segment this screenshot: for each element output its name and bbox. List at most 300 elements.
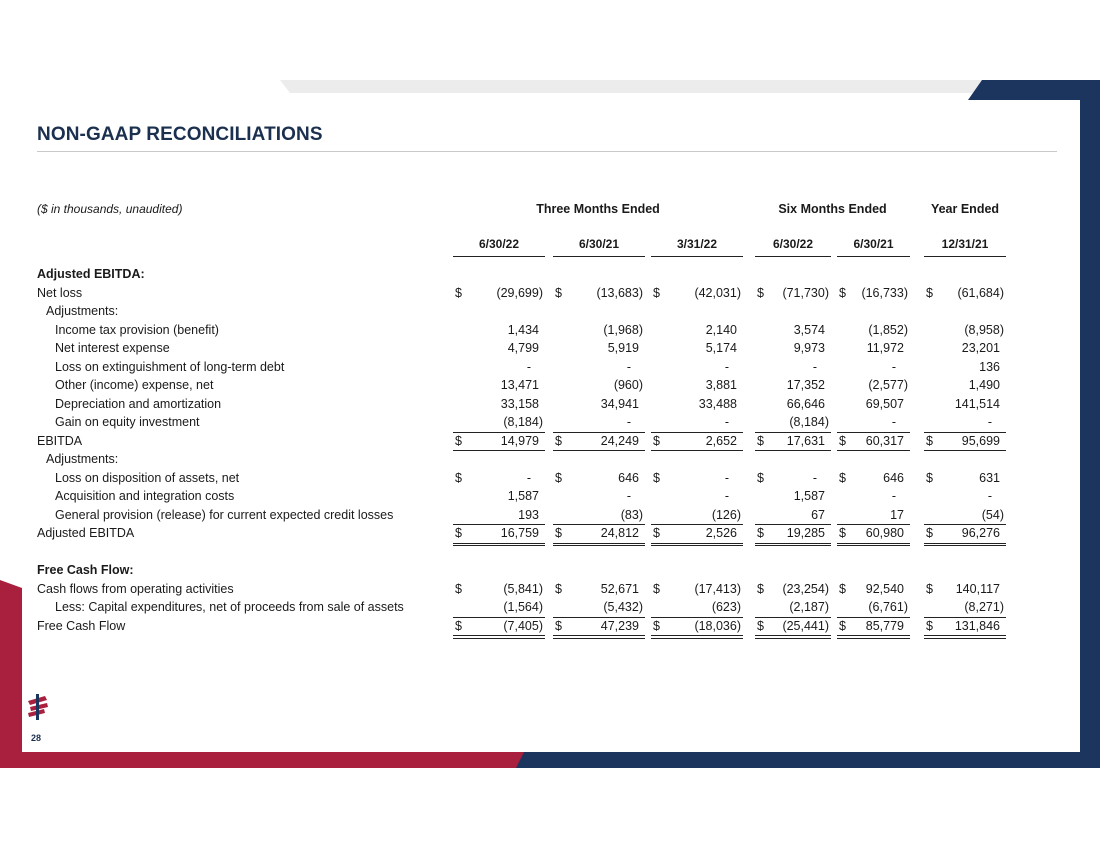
column-header: 6/30/21	[853, 237, 894, 251]
cell-value: (17,413)	[694, 581, 741, 596]
value-cell	[553, 508, 645, 526]
currency-symbol: $	[555, 526, 562, 540]
total-rule	[924, 545, 1006, 546]
value-cell	[651, 341, 743, 359]
group-header-three-months: Three Months Ended	[536, 202, 660, 216]
currency-symbol: $	[653, 581, 660, 596]
cell-value: 19,285	[786, 526, 825, 540]
total-rule	[755, 545, 831, 546]
currency-symbol: $	[653, 526, 660, 540]
total-rule	[453, 432, 545, 433]
value-cell	[651, 286, 743, 304]
total-rule	[924, 524, 1006, 525]
value-cell	[553, 489, 645, 507]
currency-symbol: $	[839, 433, 846, 448]
value-cell	[453, 360, 545, 378]
currency-symbol: $	[555, 433, 562, 448]
total-rule	[651, 450, 743, 451]
column-header: 12/31/21	[941, 237, 989, 251]
value-cell	[837, 397, 910, 415]
currency-symbol: $	[455, 618, 462, 633]
currency-symbol: $	[455, 470, 462, 485]
header-band	[280, 80, 990, 93]
cell-value: 24,249	[600, 433, 639, 448]
cell-value: (18,036)	[694, 618, 741, 633]
value-cell	[924, 434, 1006, 452]
column-header-underline	[924, 256, 1006, 257]
cell-value: -	[724, 359, 729, 374]
total-rule	[924, 432, 1006, 433]
cell-value: (23,254)	[782, 581, 829, 596]
cell-value: (1,968)	[603, 322, 643, 337]
crimson-bottom-bar	[0, 752, 524, 768]
currency-symbol: $	[455, 285, 462, 300]
value-cell	[837, 323, 910, 341]
table-row	[0, 600, 1100, 618]
cell-value: (960)	[613, 378, 643, 392]
total-rule	[755, 635, 831, 636]
value-cell	[755, 378, 831, 396]
row-label: Loss on disposition of assets, net	[55, 470, 240, 485]
cell-value: 1,587	[507, 489, 539, 503]
value-cell	[553, 619, 645, 637]
cell-value: 95,699	[961, 433, 1000, 448]
value-cell	[453, 489, 545, 507]
currency-symbol: $	[926, 285, 933, 300]
total-rule	[553, 450, 645, 451]
value-cell	[651, 360, 743, 378]
cell-value: 1,587	[793, 489, 825, 503]
row-label: EBITDA	[37, 433, 83, 448]
currency-symbol: $	[839, 285, 846, 300]
cell-value: 17,352	[786, 378, 825, 392]
currency-symbol: $	[555, 618, 562, 633]
table-row	[0, 286, 1100, 304]
cell-value: -	[626, 415, 631, 429]
currency-symbol: $	[839, 581, 846, 596]
cell-value: (42,031)	[694, 285, 741, 300]
value-cell	[837, 415, 910, 433]
value-cell	[453, 600, 545, 618]
cell-value: (2,187)	[789, 600, 829, 614]
total-rule	[755, 524, 831, 525]
cell-value: 11,972	[866, 341, 904, 355]
currency-symbol: $	[757, 526, 764, 540]
total-rule	[924, 635, 1006, 636]
value-cell	[553, 526, 645, 544]
value-cell	[553, 471, 645, 489]
cell-value: 2,652	[705, 433, 737, 448]
total-rule	[553, 432, 645, 433]
total-rule	[651, 524, 743, 525]
total-rule	[651, 638, 743, 639]
value-cell	[837, 434, 910, 452]
total-rule	[755, 450, 831, 451]
value-cell	[924, 323, 1006, 341]
cell-value: (25,441)	[782, 618, 829, 633]
cell-value: -	[626, 489, 631, 503]
cell-value: (8,184)	[503, 415, 543, 429]
row-label: General provision (release) for current expected credit losses	[55, 507, 394, 522]
currency-symbol: $	[653, 285, 660, 300]
column-header-underline	[651, 256, 743, 257]
cell-value: (623)	[711, 600, 741, 614]
row-label: Gain on equity investment	[55, 415, 200, 429]
cell-value: -	[626, 359, 631, 374]
value-cell	[651, 508, 743, 526]
cell-value: (71,730)	[782, 285, 829, 300]
cell-value: (2,577)	[868, 378, 908, 392]
table-row	[0, 582, 1100, 600]
page-title: NON-GAAP RECONCILIATIONS	[37, 124, 323, 145]
cell-value: (8,184)	[789, 415, 829, 429]
cell-value: 92,540	[865, 581, 904, 596]
value-cell	[924, 600, 1006, 618]
cell-value: 631	[979, 470, 1000, 485]
cell-value: 14,979	[500, 433, 539, 448]
total-rule	[924, 638, 1006, 639]
value-cell	[837, 286, 910, 304]
value-cell	[924, 415, 1006, 433]
total-rule	[651, 635, 743, 636]
total-rule	[553, 617, 645, 618]
total-rule	[837, 545, 910, 546]
cell-value: 646	[618, 470, 639, 485]
cell-value: -	[526, 470, 531, 485]
value-cell	[453, 508, 545, 526]
total-rule	[651, 617, 743, 618]
cell-value: 17	[890, 507, 904, 522]
value-cell	[755, 471, 831, 489]
cell-value: (54)	[981, 507, 1004, 522]
value-cell	[837, 489, 910, 507]
column-header-underline	[755, 256, 831, 257]
row-label: Free Cash Flow	[37, 618, 126, 633]
table-row	[0, 397, 1100, 415]
currency-symbol: $	[757, 618, 764, 633]
value-cell	[553, 397, 645, 415]
currency-symbol: $	[757, 581, 764, 596]
row-label: Net loss	[37, 285, 83, 300]
cell-value: (8,958)	[964, 322, 1004, 337]
value-cell	[837, 341, 910, 359]
total-rule	[837, 638, 910, 639]
group-header-year-ended: Year Ended	[930, 202, 1000, 216]
total-rule	[553, 524, 645, 525]
currency-symbol: $	[926, 433, 933, 448]
cell-value: 1,434	[507, 322, 539, 337]
row-label: Net interest expense	[55, 341, 170, 355]
row-label: Adjusted EBITDA:	[37, 267, 145, 281]
table-row	[0, 378, 1100, 396]
value-cell	[755, 508, 831, 526]
cell-value: (6,761)	[868, 600, 908, 614]
cell-value: 131,846	[954, 618, 1000, 633]
value-cell	[553, 434, 645, 452]
total-rule	[453, 617, 545, 618]
row-label: Cash flows from operating activities	[37, 581, 234, 596]
value-cell	[651, 378, 743, 396]
value-cell	[651, 600, 743, 618]
value-cell	[553, 286, 645, 304]
value-cell	[837, 508, 910, 526]
total-rule	[755, 617, 831, 618]
cell-value: (29,699)	[496, 285, 543, 300]
currency-symbol: $	[757, 433, 764, 448]
row-label: Income tax provision (benefit)	[55, 322, 219, 337]
value-cell	[553, 378, 645, 396]
cell-value: 141,514	[954, 396, 1000, 411]
value-cell	[553, 600, 645, 618]
total-rule	[924, 617, 1006, 618]
total-rule	[651, 545, 743, 546]
cell-value: 136	[979, 359, 1000, 374]
row-label: Other (income) expense, net	[55, 378, 214, 392]
cell-value: 1,490	[968, 378, 1000, 392]
value-cell	[837, 619, 910, 637]
currency-symbol: $	[757, 285, 764, 300]
table-row	[0, 526, 1100, 544]
value-cell	[651, 323, 743, 341]
value-cell	[651, 415, 743, 433]
cell-value: 3,574	[793, 322, 825, 337]
table-row	[0, 341, 1100, 359]
group-header-six-months: Six Months Ended	[778, 202, 887, 216]
total-rule	[924, 543, 1006, 544]
cell-value: 23,201	[961, 341, 1000, 355]
value-cell	[651, 619, 743, 637]
cell-value: 96,276	[961, 526, 1000, 540]
total-rule	[453, 635, 545, 636]
cell-value: 646	[883, 470, 904, 485]
column-header: 6/30/22	[772, 237, 814, 251]
value-cell	[453, 378, 545, 396]
cell-value: (1,852)	[868, 322, 908, 337]
row-label: Loss on extinguishment of long-term debt	[55, 359, 285, 374]
cell-value: (83)	[620, 507, 643, 522]
cell-value: 34,941	[600, 396, 639, 411]
cell-value: 47,239	[600, 618, 639, 633]
cell-value: 193	[518, 507, 539, 522]
value-cell	[651, 397, 743, 415]
page-number: 28	[31, 733, 42, 743]
cell-value: 60,980	[865, 526, 904, 540]
cell-value: (16,733)	[861, 285, 908, 300]
value-cell	[924, 526, 1006, 544]
table-row	[0, 619, 1100, 637]
total-rule	[755, 432, 831, 433]
value-cell	[837, 471, 910, 489]
total-rule	[453, 543, 545, 544]
currency-symbol: $	[455, 581, 462, 596]
navy-bottom-bar	[512, 752, 1100, 768]
column-header: 6/30/21	[578, 237, 620, 251]
cell-value: 24,812	[600, 526, 639, 540]
value-cell	[924, 619, 1006, 637]
currency-symbol: $	[555, 285, 562, 300]
total-rule	[553, 545, 645, 546]
value-cell	[453, 619, 545, 637]
total-rule	[553, 638, 645, 639]
cell-value: 67	[811, 507, 825, 522]
cell-value: 66,646	[786, 396, 825, 411]
total-rule	[553, 635, 645, 636]
table-row	[0, 304, 1100, 322]
value-cell	[755, 286, 831, 304]
cell-value: -	[724, 489, 729, 503]
company-logo-icon	[25, 692, 51, 722]
cell-value: 4,799	[507, 341, 539, 355]
cell-value: 3,881	[705, 378, 737, 392]
currency-symbol: $	[926, 526, 933, 540]
value-cell	[651, 526, 743, 544]
currency-symbol: $	[455, 433, 462, 448]
cell-value: (7,405)	[503, 618, 543, 633]
value-cell	[453, 415, 545, 433]
total-rule	[453, 545, 545, 546]
column-header-underline	[837, 256, 910, 257]
value-cell	[755, 582, 831, 600]
total-rule	[924, 450, 1006, 451]
cell-value: -	[891, 359, 896, 374]
value-cell	[651, 582, 743, 600]
value-cell	[755, 323, 831, 341]
value-cell	[651, 471, 743, 489]
cell-value: -	[987, 489, 992, 503]
cell-value: -	[891, 489, 896, 503]
section-header-row	[0, 563, 1100, 581]
cell-value: (61,684)	[957, 285, 1004, 300]
cell-value: 13,471	[500, 378, 539, 392]
title-divider	[37, 151, 1057, 152]
value-cell	[453, 323, 545, 341]
column-header-underline	[553, 256, 645, 257]
column-header-underline	[453, 256, 545, 257]
value-cell	[924, 341, 1006, 359]
value-cell	[755, 434, 831, 452]
cell-value: 9,973	[793, 341, 825, 355]
value-cell	[837, 526, 910, 544]
value-cell	[453, 397, 545, 415]
total-rule	[837, 543, 910, 544]
cell-value: -	[724, 415, 729, 429]
cell-value: 17,631	[786, 433, 825, 448]
cell-value: 2,140	[705, 322, 737, 337]
row-label: Adjustments:	[46, 304, 119, 318]
value-cell	[837, 378, 910, 396]
column-header: 3/31/22	[676, 237, 718, 251]
value-cell	[553, 341, 645, 359]
table-row	[0, 323, 1100, 341]
cell-value: -	[724, 470, 729, 485]
currency-symbol: $	[839, 470, 846, 485]
currency-symbol: $	[839, 526, 846, 540]
cell-value: -	[891, 415, 896, 429]
total-rule	[837, 524, 910, 525]
value-cell	[651, 489, 743, 507]
cell-value: 60,317	[865, 433, 904, 448]
value-cell	[755, 341, 831, 359]
table-row	[0, 452, 1100, 470]
cell-value: 16,759	[500, 526, 539, 540]
value-cell	[453, 434, 545, 452]
section-header-row	[0, 267, 1100, 285]
column-header: 6/30/22	[478, 237, 520, 251]
row-label: Depreciation and amortization	[55, 396, 222, 411]
cell-value: (5,432)	[603, 600, 643, 614]
table-row	[0, 508, 1100, 526]
cell-value: (13,683)	[596, 285, 643, 300]
value-cell	[755, 600, 831, 618]
value-cell	[837, 360, 910, 378]
total-rule	[837, 635, 910, 636]
currency-symbol: $	[653, 618, 660, 633]
value-cell	[924, 508, 1006, 526]
table-row	[0, 434, 1100, 452]
value-cell	[651, 434, 743, 452]
value-cell	[755, 489, 831, 507]
currency-symbol: $	[555, 470, 562, 485]
table-row	[0, 489, 1100, 507]
value-cell	[553, 323, 645, 341]
value-cell	[453, 341, 545, 359]
value-cell	[553, 360, 645, 378]
cell-value: -	[526, 359, 531, 374]
value-cell	[755, 415, 831, 433]
cell-value: 52,671	[600, 581, 639, 596]
value-cell	[453, 471, 545, 489]
row-label: Adjustments:	[46, 452, 119, 466]
cell-value: 140,117	[955, 581, 1000, 596]
cell-value: 5,919	[607, 341, 639, 355]
cell-value: 69,507	[865, 396, 904, 411]
row-label: Adjusted EBITDA	[37, 526, 135, 540]
value-cell	[755, 619, 831, 637]
total-rule	[453, 638, 545, 639]
currency-symbol: $	[455, 526, 462, 540]
value-cell	[553, 582, 645, 600]
currency-symbol: $	[555, 581, 562, 596]
cell-value: -	[812, 470, 817, 485]
cell-value: 2,526	[705, 526, 737, 540]
table-row	[0, 471, 1100, 489]
value-cell	[924, 378, 1006, 396]
cell-value: (1,564)	[503, 600, 543, 614]
cell-value: 33,158	[500, 396, 539, 411]
value-cell	[924, 360, 1006, 378]
total-rule	[453, 524, 545, 525]
value-cell	[924, 397, 1006, 415]
value-cell	[453, 582, 545, 600]
row-label: Acquisition and integration costs	[55, 489, 235, 503]
value-cell	[755, 397, 831, 415]
value-cell	[453, 286, 545, 304]
cell-value: 33,488	[698, 396, 737, 411]
cell-value: 5,174	[705, 341, 737, 355]
currency-symbol: $	[926, 581, 933, 596]
value-cell	[453, 526, 545, 544]
cell-value: (8,271)	[964, 600, 1004, 614]
value-cell	[924, 489, 1006, 507]
currency-symbol: $	[839, 618, 846, 633]
value-cell	[924, 286, 1006, 304]
total-rule	[453, 450, 545, 451]
table-row	[0, 360, 1100, 378]
value-cell	[755, 360, 831, 378]
cell-value: (126)	[711, 507, 741, 522]
cell-value: -	[987, 415, 992, 429]
value-cell	[924, 471, 1006, 489]
